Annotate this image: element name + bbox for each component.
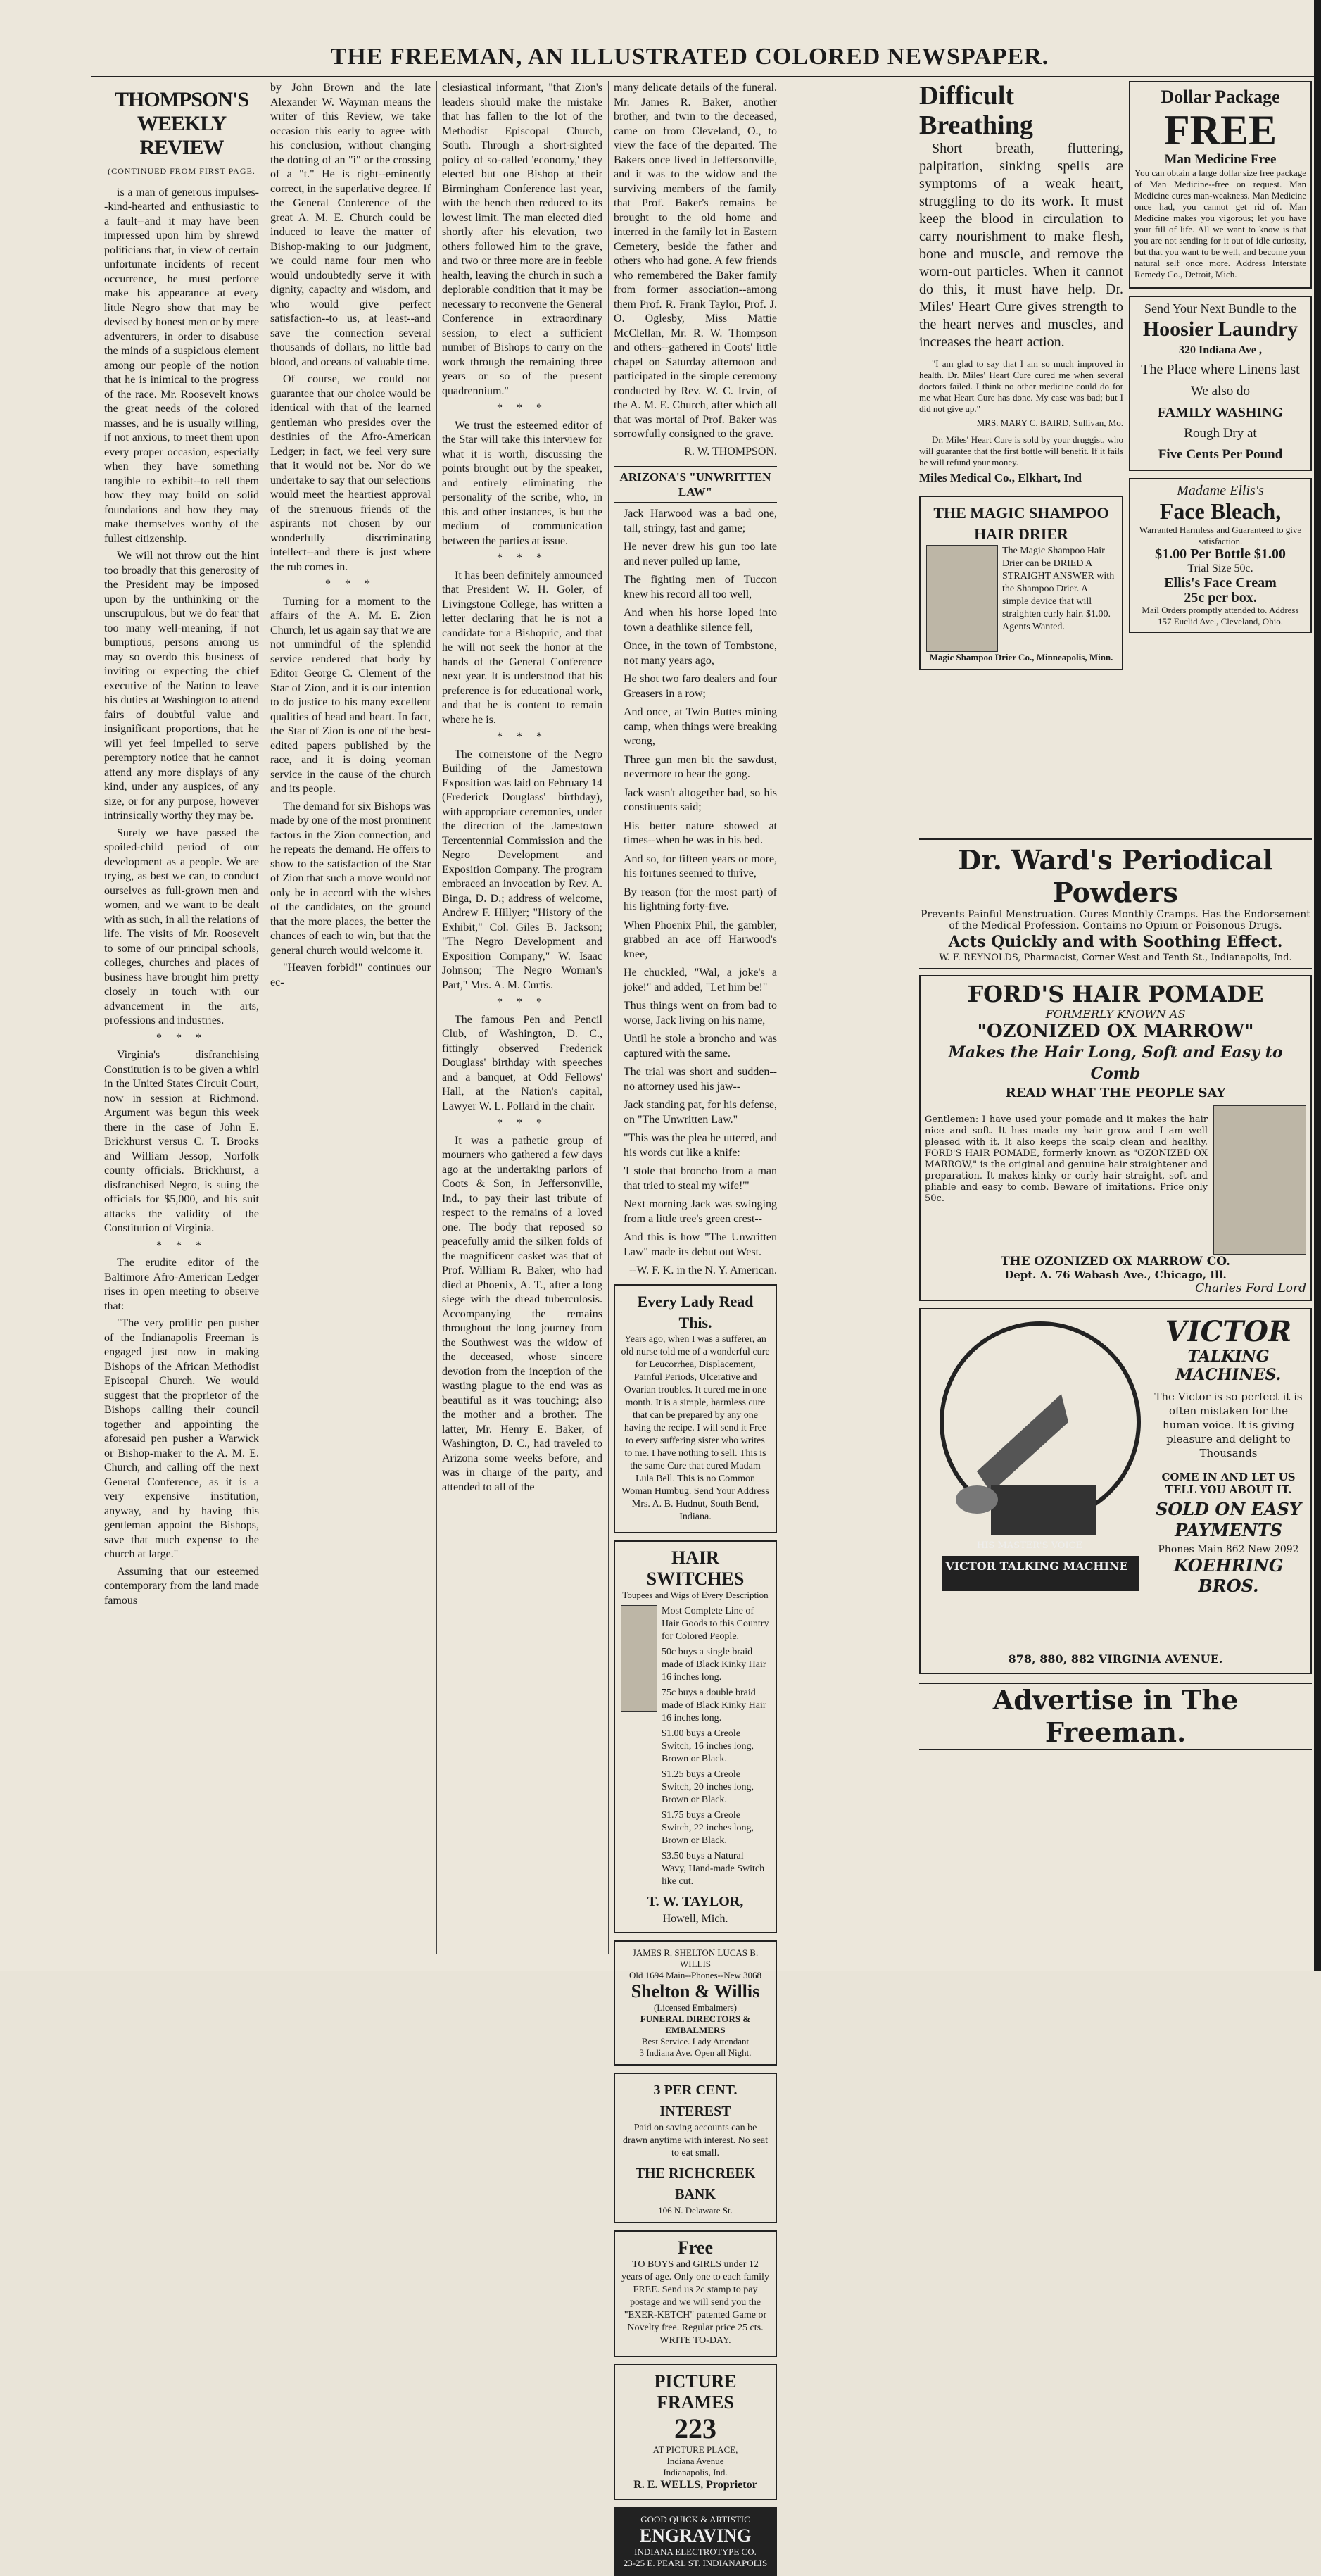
- ad-hair-switches: [614, 1540, 777, 1934]
- wide-ads: [919, 838, 1312, 1954]
- bank-address: 106 N. Delaware St.: [658, 2205, 733, 2216]
- ad-company: KOEHRING BROS.: [1173, 1555, 1284, 1596]
- poem-line: When Phoenix Phil, the gambler, grabbed an ace off Harwood's knee,: [624, 919, 777, 960]
- article-paragraph: many delicate details of the funeral. Mr. James R. Baker, another brother, and twin to the deceased, came on from Cleveland, O., to view the face of the departed. The Bakers once lived in Jeffersonville, and it was to the widow and the surviving members of the family that Prof. Baker's remains be brought to the old home and interred in the family lot in Eastern Cemetery, beside the father and others who had gone. A few friends who remembered the Baker family from former association--among them Prof. R. Frank Taylor, Prof. J. O. Oglesby, Miss Mattie McClellan, Mr. R. W. Thompson and others--gathered in Coots' little chapel on Saturday afternoon and participated in the simple ceremony conducted by Rev. W. C. Irvin, of the A. M. E. Church, after which all that was mortal of Prof. Baker was sorrowfully consigned to the grave.: [614, 82, 777, 440]
- article-paragraph: The erudite editor of the Baltimore Afro-American Ledger rises in open meeting to observe that:: [104, 1257, 259, 1312]
- ad-title: ENGRAVING: [639, 2525, 752, 2546]
- ad-line: TELL YOU ABOUT IT.: [1165, 1483, 1292, 1496]
- testimonial-signature: MRS. MARY C. BAIRD, Sullivan, Mo.: [976, 417, 1123, 428]
- poem-line: 'I stole that broncho from a man that tried to steal my wife!'": [624, 1165, 777, 1192]
- column-rule: [436, 81, 437, 1954]
- ad-title: Difficult Breathing: [919, 81, 1033, 140]
- section-divider: * * *: [497, 552, 548, 564]
- ad-dollar-package: [1129, 81, 1312, 289]
- ad-line: Makes the Hair Long, Soft and Easy to Comb: [948, 1043, 1283, 1083]
- section-divider: * * *: [497, 731, 548, 743]
- advertiser-address: Howell, Mich.: [662, 1912, 728, 1925]
- poem-line: The trial was short and sudden--no attorney used his jaw--: [624, 1066, 777, 1093]
- ad-richcreek-bank: [614, 2073, 777, 2223]
- article-paragraph: Surely we have passed the spoiled-child period of our development as a people. We are trying, as best we can, to conduct ourselves as full-grown men and women, and we want to be dealt with as such, in all the relations of life. The visits of Mr. Roosevelt to some of our principal schools, colleges, churches and places of business have brought him pretty closely in touch with our advancement in the arts, professions and industries.: [104, 827, 259, 1026]
- ad-title: Free: [677, 2237, 714, 2258]
- ad-line: Acts Quickly and with Soothing Effect.: [948, 933, 1283, 951]
- page-edge: [1314, 0, 1321, 1971]
- ad-title: FORD'S HAIR POMADE: [967, 981, 1264, 1007]
- article-paragraph: It was a pathetic group of mourners who gathered a few days ago at the undertaking parlors of Coots & Son, in Jeffersonville, Ind., to pay their last tribute of respect to the remains of a loved one. The body that reposed so peacefully amid the silken folds of the magnificent casket was that of Prof. William R. Baker, who had died at Phoenix, A. T., after a long siege with the dread tuberculosis. Accompanying the remains throughout the long journey from the Southwest was the widow of the deceased, whose sincere devotion from the inception of the wasting plague to the end was as beautiful as it was touching; also the mother and a brother. The latter, Mr. Henry E. Baker, of Washington, D. C., had traveled to Arizona some weeks before, and was in charge of the party, and attended to all of the: [442, 1134, 602, 1493]
- article-paragraph: The cornerstone of the Negro Building of the Jamestown Exposition was laid on February 14 (Frederick Douglass' birthday), with appropriate ceremonies, under the direction of the Jamestown Tercentennial Commission and the Negro Development and Exposition Company. The program embraced an invocation by Rev. A. Binga, D. D.; address of welcome, Andrew F. Hillyer; "History of the Exhibit," Col. Giles B. Jackson; "The Negro Development and Exposition Company," W. Isaac Johnson; "The Negro Woman's Part," Mrs. A. M. Curtis.: [442, 748, 602, 991]
- hair-switch-illustration: [621, 1605, 657, 1712]
- ad-shelton-willis: [614, 1940, 777, 2066]
- poem-line: Thus things went on from bad to worse, Jack living on his name,: [624, 1000, 777, 1026]
- article-paragraph: Virginia's disfranchising Constitution is to be given a whirl in the United States Circuit Court, now in session at Richmond. Argument was begun this week there in the case of John E. Brickhurst versus C. T. Brooks and William Jessop, Norfolk county officials. Brickhurst, a disfranchised Negro, is suing the officials for $5,000, and his suit attacks the validity of the Constitution of Virginia.: [104, 1049, 259, 1234]
- advertiser-name: T. W. TAYLOR,: [647, 1893, 744, 1909]
- ad-line: $1.00 buys a Creole Switch, 16 inches long, Brown or Black.: [662, 1728, 754, 1764]
- ad-line: 75c buys a double braid made of Black Kinky Hair 16 inches long.: [662, 1687, 766, 1723]
- ad-line: Rough Dry at: [1184, 425, 1257, 441]
- poem-line: Until he stole a broncho and was captured with the same.: [624, 1033, 777, 1060]
- product-name: Face Bleach,: [1159, 498, 1282, 524]
- dog-caption: HIS MASTER'S VOICE: [976, 1540, 1083, 1551]
- column-1: [104, 81, 259, 1954]
- ad-picture-frames: [614, 2364, 777, 2500]
- ad-line: FORMERLY KNOWN AS: [1045, 1007, 1186, 1021]
- ad-line: GOOD QUICK & ARTISTIC: [640, 2513, 750, 2525]
- ad-every-lady: [614, 1284, 777, 1533]
- trial-size: Trial Size 50c.: [1187, 562, 1253, 574]
- ad-magic-shampoo: [919, 496, 1123, 670]
- laundry-price: Five Cents Per Pound: [1158, 446, 1283, 462]
- poem-credit: --W. F. K. in the N. Y. American.: [628, 1264, 777, 1276]
- poem-line: And once, at Twin Buttes mining camp, when things were breaking wrong,: [624, 706, 777, 747]
- poem-line: "This was the plea he uttered, and his words cut like a knife:: [624, 1132, 777, 1159]
- ad-line: "OZONIZED OX MARROW": [977, 1021, 1254, 1042]
- article-paragraph: The demand for six Bishops was made by one of the most prominent factors in the Zion connection, and he repeats the demand. He offers to show to the satisfaction of the Star of Zion that such a move would not only be in accord with the wishes of the candidates, on the ground that the more places, the better the chances of each to win, but that the general church would welcome it.: [270, 800, 431, 957]
- victor-text: [1153, 1317, 1304, 1596]
- ad-company: THE OZONIZED OX MARROW CO.: [1000, 1255, 1231, 1269]
- laundry-tagline: The Place where Linens last: [1141, 361, 1300, 377]
- ad-line: COME IN AND LET US: [1161, 1471, 1296, 1483]
- ad-address: Mail Orders promptly attended to. Address 157 Euclid Ave., Cleveland, Ohio.: [1142, 605, 1299, 627]
- ad-engraving: [614, 2507, 777, 2576]
- column-4: [614, 81, 777, 2568]
- woman-portrait-illustration: [1213, 1105, 1306, 1255]
- ad-footer: Dr. Miles' Heart Cure is sold by your druggist, who will guarantee that the first bottle will benefit. If it fails he will refund your money.: [919, 434, 1123, 467]
- poem-line: And when his horse loped into town a deathlike silence fell,: [624, 607, 777, 634]
- article-paragraph: Of course, we could not guarantee that our choice would be identical with that of the learned gentleman who presides over the destinies of the Afro-American Ledger; in fact, we feel very sure that it would not be. Nor do we undertake to say that our selections would meet the heartiest approval of the strenuous friends of the aspirants not chosen by our wonderfully discriminating intellect--and there is just where the rub comes in.: [270, 373, 431, 573]
- article-paragraph: is a man of generous impulses--kind-hearted and enthusiastic to a fault--and it may have been impressed upon him by shrewd politicians that, in view of certain unfortunate incidents of recent occurrence, he must perforce make his appearance at every little Negro show that may be devised by honest men or by mere adventurers, in order to disabuse the minds of a suspicious element among our people of the notion that he is inimical to the progress of the race. Mr. Roosevelt knows the great needs of the colored masses, and he is usually willing, if not anxious, to meet them upon every proper occasion, especially when they have something tangible to exhibit--to tell them how they may build on solid foundations and how they may make themselves worthy of the fullest citizenship.: [104, 186, 259, 545]
- ad-line: Indiana Avenue: [666, 2456, 724, 2466]
- poem-line: Jack standing pat, for his defense, on "The Unwritten Law.": [624, 1099, 777, 1126]
- ad-line: 3 Indiana Ave. Open all Night.: [639, 2047, 752, 2058]
- ad-address: 878, 880, 882 VIRGINIA AVENUE.: [1008, 1652, 1223, 1666]
- ad-subtitle: Man Medicine Free: [1164, 152, 1277, 167]
- machine-label: VICTOR TALKING MACHINE: [945, 1559, 1128, 1573]
- ad-title: Shelton & Willis: [631, 1981, 760, 2002]
- ad-title: VICTOR: [1165, 1315, 1292, 1348]
- poem-line: Next morning Jack was swinging from a little tree's green crest--: [624, 1198, 777, 1225]
- bank-name: THE RICHCREEK BANK: [635, 2166, 756, 2202]
- poem-line: Once, in the town of Tombstone, not many years ago,: [624, 640, 777, 667]
- ad-title: HAIR SWITCHES: [646, 1547, 745, 1589]
- ad-address: Dept. A. 76 Wabash Ave., Chicago, Ill.: [1004, 1269, 1227, 1281]
- masthead-rule: [91, 76, 1316, 77]
- article-paragraph: Assuming that our esteemed contemporary from the land made famous: [104, 1565, 259, 1607]
- article-paragraph: by John Brown and the late Alexander W. Wayman means the writer of this Review, we take occasion this early to agree with his conclusion, without changing the dotting of an "i" or the crossing of a "t." He is right--eminently correct, in the superlative degree. If the General Conference of the great A. M. E. Church could be induced to leave the matter of Bishop-making to our judgment, we could name four men who would undoubtedly serve it with dignity, capacity and wisdom, and who would give perfect satisfaction--to us, at least--and save the connection several thousands of dollars, no little bad blood, and oceans of valuable time.: [270, 82, 431, 368]
- section-divider: * * *: [497, 402, 548, 414]
- poem-line: He shot two faro dealers and four Greasers in a row;: [624, 673, 777, 700]
- poem-line: His better nature showed at times--when he was in his bed.: [624, 819, 777, 846]
- section-divider: * * *: [156, 1239, 207, 1252]
- product-name: Ellis's Face Cream: [1164, 575, 1277, 591]
- ad-subtitle: Warranted Harmless and Guaranteed to give satisfaction.: [1139, 524, 1302, 546]
- ad-line: SOLD ON EASY PAYMENTS: [1156, 1499, 1301, 1540]
- ad-title: 3 PER CENT. INTEREST: [653, 2082, 738, 2119]
- column-3: [442, 81, 602, 1954]
- poem-line: Jack wasn't altogether bad, so his constituents said;: [624, 786, 777, 813]
- ad-footer: W. F. REYNOLDS, Pharmacist, Corner West and Tenth St., Indianapolis, Ind.: [939, 953, 1292, 963]
- woman-illustration: [926, 545, 998, 652]
- ad-fords-hair-pomade: [919, 975, 1312, 1301]
- ad-title: Every Lady Read This.: [637, 1292, 754, 1331]
- laundry-address: 320 Indiana Ave ,: [1179, 344, 1262, 356]
- ad-body: You can obtain a large dollar size free package of Man Medicine--free on request. Man Medicine cures man-weakness. Man Medicine once had, you cannot get rid of. Man Medicine makes you vigorous; let you have your fill of life. All we want to know is that you are not sending for it out of idle curiosity, but that you want to be well, and become your natural self once more. Address Interstate Remedy Co., Detroit, Mich.: [1134, 167, 1306, 279]
- advertise-banner: Advertise in The Freeman.: [919, 1683, 1312, 1750]
- section-divider: * * *: [156, 1031, 207, 1044]
- ad-victor-talking-machines: [919, 1308, 1312, 1674]
- ad-line: READ WHAT THE PEOPLE SAY: [1005, 1086, 1226, 1100]
- ad-body: Gentlemen: I have used your pomade and it makes the hair nice and soft. It has made my hair grow and I am well pleased with it. It also keeps the scalp clean and healthy. FORD'S HAIR POMADE, formerly known as "OZONIZED OX MARROW," is the original and genuine hair straightener and preparation. It makes kinky or curly hair straight, soft and pliable and easy to comb. Beware of imitations. Price only 50c.: [925, 1114, 1208, 1204]
- section-divider: * * *: [497, 996, 548, 1008]
- ad-title: Madame Ellis's: [1177, 482, 1264, 498]
- ad-body: Paid on saving accounts can be drawn anytime with interest. No seat to eat small.: [622, 2123, 769, 2159]
- poem-line: He never drew his gun too late and never pulled up lame,: [624, 541, 777, 567]
- poem-line: The fighting men of Tuccon knew his record all too well,: [624, 574, 777, 601]
- ad-line: Best Service. Lady Attendant: [641, 2036, 750, 2047]
- ad-face-bleach: [1129, 478, 1312, 634]
- street-number: 223: [674, 2413, 716, 2444]
- ad-title: PICTURE FRAMES: [654, 2371, 737, 2413]
- poem-line: And so, for fifteen years or more, his fortunes seemed to thrive,: [624, 853, 777, 879]
- poem-line: Three gun men bit the sawdust, nevermore to hear the gong.: [624, 753, 777, 780]
- ad-title: Dollar Package: [1161, 87, 1280, 107]
- ad-subtitle: Prevents Painful Menstruation. Cures Monthly Cramps. Has the Endorsement of the Medical Profession. Contains no Opium or Poisonous Drugs.: [921, 909, 1310, 931]
- poem-line: He chuckled, "Wal, a joke's a joke!" and added, "Let him be!": [624, 967, 777, 993]
- poem: [614, 507, 777, 1259]
- ad-free: FREE: [1163, 107, 1277, 153]
- article-paragraph: Turning for a moment to the affairs of the A. M. E. Zion Church, let us again say that we are not unmindful of the splendid service rendered that body by Editor George C. Clement of the Star of Zion, and it is our intention to do justice to his many excellent qualities of head and heart. In fact, the Star of Zion is one of the best-edited papers published by the race, and it is doing yeoman service in the cause of the church and its people.: [270, 595, 431, 795]
- column-2: [270, 81, 431, 1954]
- ad-line: FUNERAL DIRECTORS & EMBALMERS: [640, 2013, 751, 2035]
- ad-line: Send Your Next Bundle to the: [1144, 301, 1296, 315]
- section-divider: * * *: [325, 578, 376, 590]
- ad-line: Indianapolis, Ind.: [663, 2467, 728, 2477]
- article-paragraph: We trust the esteemed editor of the Star will take this interview for what it is worth, discussing the points brought out by the speaker, and entirely eliminating the personality of the scribe, who, in this and other instances, is but the medium of communication between the parties at issue.: [442, 419, 602, 547]
- ad-exer-ketch: [614, 2230, 777, 2357]
- ad-line: We also do: [1191, 383, 1250, 398]
- section-divider: * * *: [497, 1117, 548, 1129]
- signature: Charles Ford Lord: [1195, 1281, 1306, 1295]
- ad-line: 23-25 E. PEARL ST. INDIANAPOLIS: [623, 2557, 768, 2568]
- ad-line: AT PICTURE PLACE,: [652, 2444, 738, 2455]
- ad-line: Most Complete Line of Hair Goods to this Country for Colored People.: [662, 1605, 769, 1642]
- testimonial: "I am glad to say that I am so much improved in health. Dr. Miles' Heart Cure cured me when several doctors failed. I think no other medicine could do for me what Heart Cure has done. My case was bad; but I did not give up.": [919, 358, 1123, 414]
- ad-line: $1.25 buys a Creole Switch, 20 inches long, Brown or Black.: [662, 1768, 754, 1805]
- article-paragraph: We will not throw out the hint too broadly that this generosity of the President may be imposed upon by the unthinking or the unscrupulous, but we do fear that too many well-meaning, if not bumptious, persons among us may so overdo this business of inviting or expecting the chief executive of the Nation to leave his duties at Washington to attend fairs of doubtful value and insignificant proportions, that he will yet feel impelled to serve peremptory notice that he cannot attend any more displays of any kind, under any auspices, of any size, or for any purpose, however intrinsically worthy they may be.: [104, 550, 259, 822]
- masthead: THE FREEMAN, AN ILLUSTRATED COLORED NEWSPAPER.: [330, 44, 1049, 70]
- ad-company: Miles Medical Co., Elkhart, Ind: [919, 471, 1082, 484]
- article-paragraph: It has been definitely announced that President W. H. Goler, of Livingstone College, has written a letter declaring that he is not a candidate for a Bishopric, and that he will not seek the honor at the hands of the General Conference next year. It is understood that his preference is for educational work, and that he is content to remain where he is.: [442, 569, 602, 726]
- ad-body: The Magic Shampoo Hair Drier can be DRIED A STRAIGHT ANSWER with the Shampoo Drier. A simple device that will straighten curly hair. $1.00. Agents Wanted.: [1002, 545, 1115, 632]
- ad-line: 50c buys a single braid made of Black Kinky Hair 16 inches long.: [662, 1646, 766, 1683]
- ad-body: The Victor is so perfect it is often mistaken for the human voice. It is giving pleasure and delight to Thousands: [1154, 1390, 1303, 1459]
- ad-title: Dr. Ward's Periodical Powders: [958, 844, 1273, 908]
- article-paragraph: "The very prolific pen pusher of the Indianapolis Freeman is engaged just now in making Bishops of the African Methodist Episcopal Church. We would suggest that the proprietor of the Bishops calling their council together and appointing the aforesaid pen pusher a Warwick or Bishop-maker to the A. M. E. Church, and calling off the next General Conference, as it is a very expensive institution, anyway, and by having this gentleman appoint the Bishops, save that much expense to the church at large.": [104, 1317, 259, 1560]
- article-paragraph: clesiastical informant, "that Zion's leaders should make the mistake that has fallen to the lot of the Methodist Episcopal Church, South. Through a short-sighted policy of so-called 'economy,' they elected but one Bishop at their Birmingham Conference last year, with the bench then reduced to its lowest limit. The man elected died shortly after his elevation, two others followed him to the grave, and two or three more are in feeble health, leaving the church in such a deplorable condition that it may be necessary to reconvene the General Conference in extraordinary session, to elect a sufficient number of Bishops to carry on the work through the remaining three years or so of the present quadrennium.": [442, 82, 602, 397]
- ad-title: THE MAGIC SHAMPOO HAIR DRIER: [933, 503, 1109, 543]
- ad-partners: JAMES R. SHELTON LUCAS B. WILLIS: [632, 1947, 759, 1969]
- ad-line: $1.75 buys a Creole Switch, 22 inches long, Brown or Black.: [662, 1809, 754, 1846]
- ad-body: Short breath, fluttering, palpitation, sinking spells are symptoms of a weak heart, struggling to do its work. It must keep the blood in circulation to carry nourishment to make flesh, bone and muscle, and remove the worn-out particles. When it cannot do this, it must have help. Dr. Miles' Heart Cure gives strength to the heart nerves and muscles, and increases the heart action.: [919, 141, 1123, 350]
- product-price: 25c per box.: [1184, 589, 1257, 605]
- ad-subtitle: Toupees and Wigs of Every Description: [622, 1589, 769, 1600]
- poem-title: ARIZONA'S "UNWRITTEN LAW": [614, 466, 777, 503]
- ad-dr-ward: [919, 838, 1312, 969]
- article-paragraph: The famous Pen and Pencil Club, of Washington, D. C., fittingly observed Frederick Douglass' birthday with speeches and a banquet, at Odd Fellows' Hall, at the Nation's capital, Lawyer W. L. Pollard in the chair.: [442, 1013, 602, 1112]
- review-headline: THOMPSON'S WEEKLY REVIEW: [114, 88, 249, 159]
- ad-hoosier-laundry: [1129, 296, 1312, 471]
- ad-phones: Old 1694 Main--Phones--New 3068: [628, 1970, 762, 1980]
- product-price: $1.00 Per Bottle $1.00: [1155, 546, 1286, 562]
- ad-body: Years ago, when I was a sufferer, an old nurse told me of a wonderful cure for Leucorrhea, Displacement, Painful Periods, Ulcerative and Ovarian troubles. It cured me in one month. It is a simple, harmless cure that can be prepared by any one having the recipe. I will send it Free to every suffering sister who writes to me. I have nothing to sell. This is the same Cure that cured Madam Lula Bell. This is no Common Woman Humbug. Send Your Address Mrs. A. B. Hudnut, South Bend, Indiana.: [621, 1333, 770, 1522]
- proprietor: R. E. WELLS, Proprietor: [633, 2479, 757, 2491]
- review-subhead: (CONTINUED FROM FIRST PAGE.: [108, 166, 255, 176]
- poem-line: Jack Harwood was a bad one, tall, stringy, fast and game;: [624, 508, 777, 534]
- poem-line: By reason (for the most part) of his lightning forty-five.: [624, 886, 777, 912]
- ad-title: Hoosier Laundry: [1142, 318, 1298, 341]
- phone-numbers: Phones Main 862 New 2092: [1158, 1544, 1299, 1555]
- ad-body: TO BOYS and GIRLS under 12 years of age. Only one to each family FREE. Send us 2c stamp to pay postage and we will send you the "EXER-KETCH" patented Game or Novelty free. Regular price 25 cts. WRITE TO-DAY.: [621, 2259, 769, 2346]
- column-rule: [608, 81, 609, 1954]
- author-signature: R. W. THOMPSON.: [684, 445, 777, 458]
- ad-line: INDIANA ELECTROTYPE CO.: [634, 2546, 757, 2557]
- ad-line: $3.50 buys a Natural Wavy, Hand-made Switch like cut.: [662, 1850, 765, 1887]
- poem-line: And this is how "The Unwritten Law" made its debut out West.: [624, 1231, 777, 1258]
- article-paragraph: "Heaven forbid!" continues our ec-: [270, 962, 431, 988]
- ad-line: FAMILY WASHING: [1157, 404, 1284, 420]
- ad-subtitle: (Licensed Embalmers): [653, 2002, 738, 2013]
- ad-company: Magic Shampoo Drier Co., Minneapolis, Minn.: [929, 651, 1113, 662]
- ad-subtitle: TALKING MACHINES.: [1175, 1347, 1282, 1384]
